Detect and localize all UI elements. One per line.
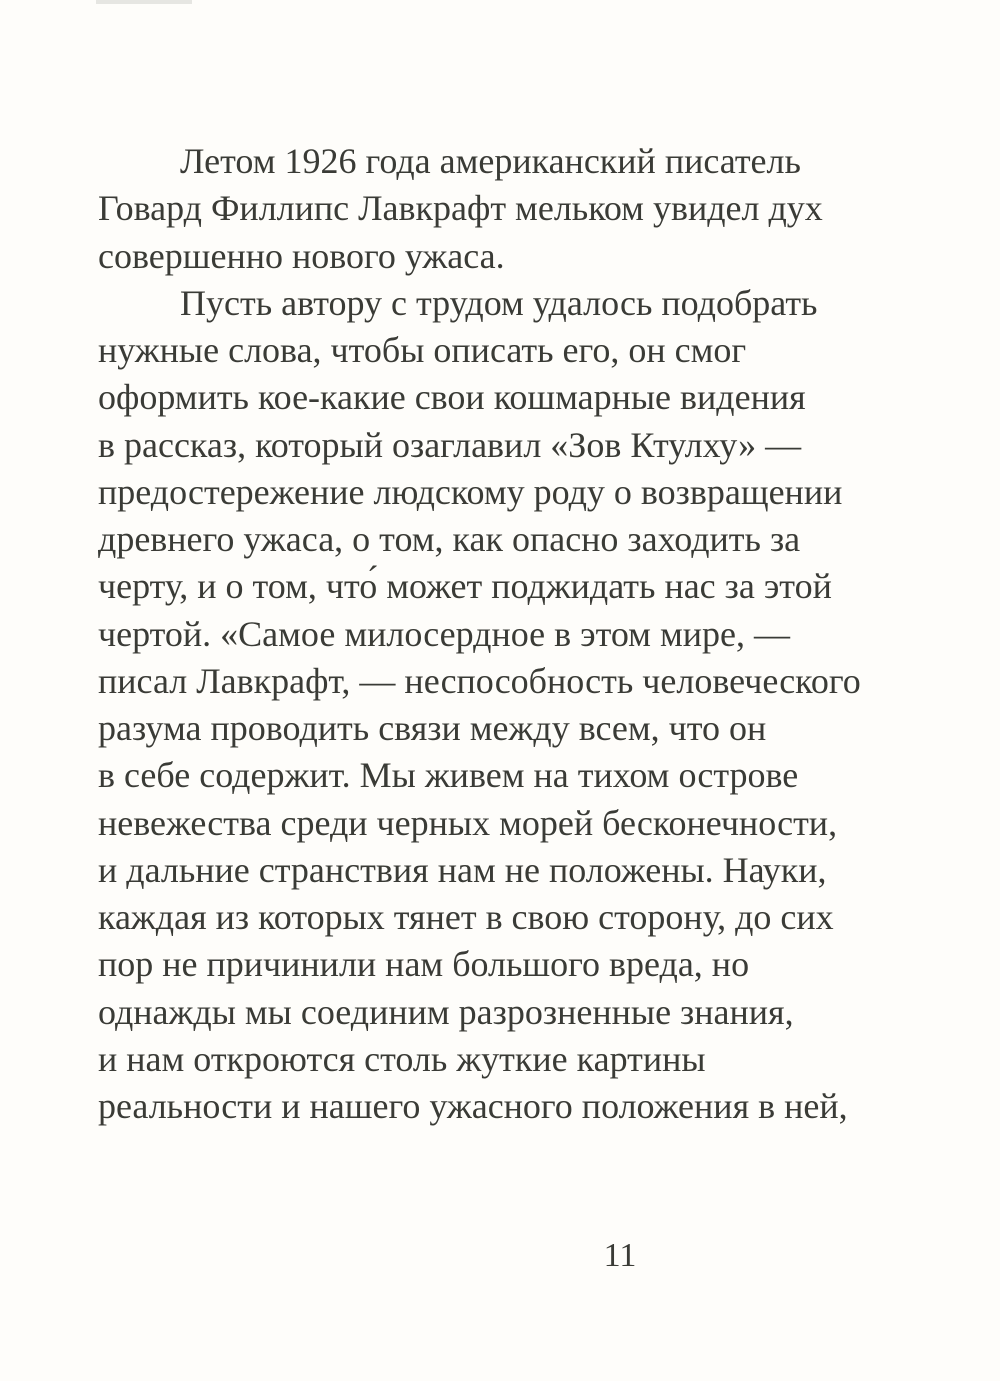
text-line: писал Лавкрафт, — неспособность человеческого bbox=[98, 660, 861, 701]
text-line: в себе содержит. Мы живем на тихом острове bbox=[98, 755, 799, 796]
text-line: каждая из которых тянет в свою сторону, до сих bbox=[98, 897, 834, 937]
text-line: древнего ужаса, о том, как опасно заходить за bbox=[98, 519, 801, 559]
page-number: 11 bbox=[603, 1237, 637, 1274]
text-line: нужные слова, чтобы описать его, он смог bbox=[98, 330, 747, 370]
text-line: чертой. «Самое милосердное в этом мире, — bbox=[98, 613, 790, 654]
text-line: Пусть автору с трудом удалось подобрать bbox=[180, 282, 818, 323]
text-line: невежества среди черных морей бесконечности, bbox=[98, 802, 838, 843]
text-line: однажды мы соединим разрозненные знания, bbox=[98, 991, 794, 1032]
text-line: пор не причинили нам большого вреда, но bbox=[98, 944, 750, 985]
text-line: Летом 1926 года американский писатель bbox=[180, 141, 801, 181]
text-line: разума проводить связи между всем, что он bbox=[98, 708, 767, 748]
text-line: реальности и нашего ужасного положения в ней, bbox=[98, 1086, 848, 1126]
text-line: в рассказ, который озаглавил «Зов Ктулху» — bbox=[98, 424, 802, 465]
text-line: и дальние странствия нам не положены. Науки, bbox=[98, 849, 827, 890]
text-line: и нам откроются столь жуткие картины bbox=[98, 1038, 706, 1079]
top-edge-mark bbox=[96, 0, 192, 4]
text-line: предостережение людскому роду о возвращении bbox=[98, 471, 843, 512]
text-line: оформить кое-какие свои кошмарные видения bbox=[98, 377, 806, 418]
text-line: совершенно нового ужаса. bbox=[98, 235, 505, 276]
text-line: Говард Филлипс Лавкрафт мельком увидел дух bbox=[98, 188, 823, 229]
text-line: черту, и о том, что́ может поджидать нас за этой bbox=[98, 566, 832, 607]
body-text bbox=[98, 138, 928, 1130]
